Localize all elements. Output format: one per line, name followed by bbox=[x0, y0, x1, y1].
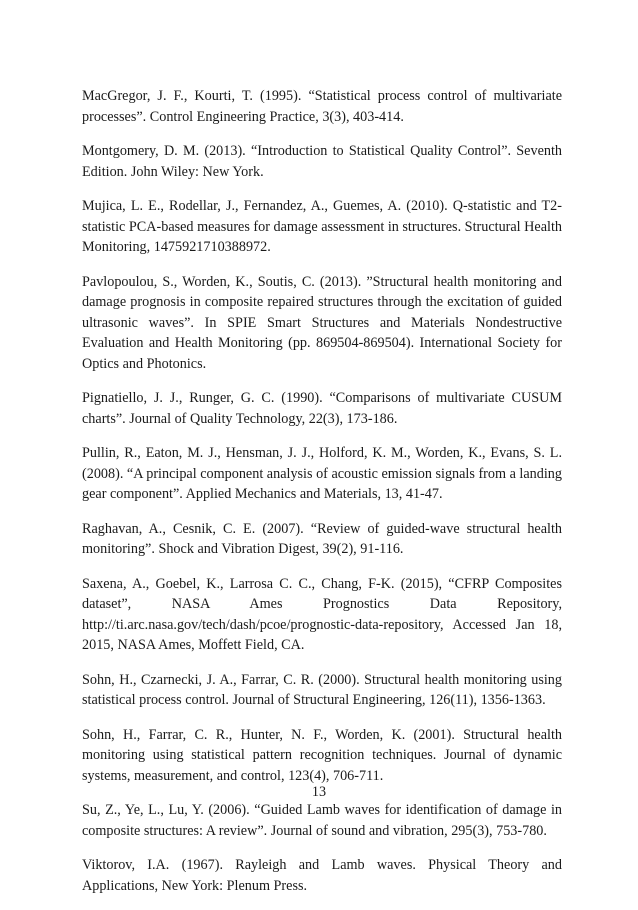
reference-entry: Pullin, R., Eaton, M. J., Hensman, J. J., Holford, K. M., Worden, K., Evans, S. L. (2008). “A principal component analysis of acoustic emission signals from a landing gear component”. Applied Mechanics and Materials, 13, 41-47. bbox=[82, 445, 562, 502]
reference-entry: Su, Z., Ye, L., Lu, Y. (2006). “Guided Lamb waves for identification of damage in composite structures: A review”. Journal of sound and vibration, 295(3), 753-780. bbox=[82, 802, 562, 839]
reference-entry: Sohn, H., Czarnecki, J. A., Farrar, C. R. (2000). Structural health monitoring using statistical process control. Journal of Structural Engineering, 126(11), 1356-1363. bbox=[82, 671, 562, 708]
reference-entry: Raghavan, A., Cesnik, C. E. (2007). “Review of guided-wave structural health monitoring”. Shock and Vibration Digest, 39(2), 91-116. bbox=[82, 520, 562, 557]
reference-entry: Pignatiello, J. J., Runger, G. C. (1990). “Comparisons of multivariate CUSUM charts”. Journal of Quality Technology, 22(3), 173-186. bbox=[82, 390, 562, 427]
reference-entry: Viktorov, I.A. (1967). Rayleigh and Lamb waves. Physical Theory and Applications, New York: Plenum Press. bbox=[82, 857, 562, 894]
reference-entry: Sohn, H., Farrar, C. R., Hunter, N. F., Worden, K. (2001). Structural health monitoring using statistical pattern recognition techniques. Journal of dynamic systems, measurement, and control, 123(4), 706-711. bbox=[82, 726, 562, 784]
reference-entry: Montgomery, D. M. (2013). “Introduction to Statistical Quality Control”. Seventh Edition. John Wiley: New York. bbox=[82, 143, 562, 180]
reference-entry: Pavlopoulou, S., Worden, K., Soutis, C. (2013). ”Structural health monitoring and damage prognosis in composite repaired structures through the excitation of guided ultrasonic waves”. In SPIE Smart Structures and Materials Nondestructive Evaluation and Health Monitoring (pp. 869504-869504). International Society for Optics and Photonics. bbox=[82, 273, 562, 372]
page-number: 13 bbox=[311, 784, 327, 800]
reference-entry: Mujica, L. E., Rodellar, J., Fernandez, A., Guemes, A. (2010). Q-statistic and T2-statistic PCA-based measures for damage assessment in structures. Structural Health Monitoring, 1475921710388972. bbox=[82, 198, 562, 255]
reference-entry: MacGregor, J. F., Kourti, T. (1995). “Statistical process control of multivariate processes”. Control Engineering Practice, 3(3), 403-414. bbox=[82, 88, 562, 125]
reference-entry: Saxena, A., Goebel, K., Larrosa C. C., Chang, F-K. (2015), “CFRP Composites dataset”, NASA Ames Prognostics Data Repository, http://ti.arc.nasa.gov/tech/dash/pcoe/prognostic-data-repository, Accessed Jan 18, 2015, NASA Ames, Moffett Field, CA. bbox=[82, 575, 562, 653]
